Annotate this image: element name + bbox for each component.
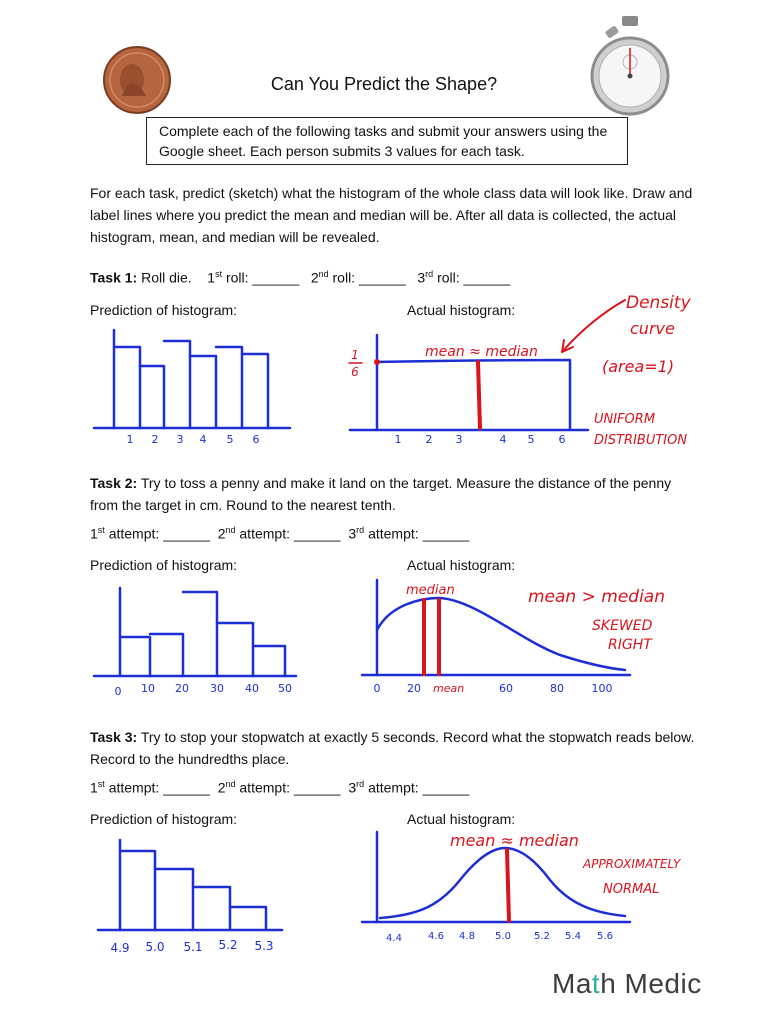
task3-att1-label: attempt: — [108, 779, 160, 796]
task1-text: Roll die. — [141, 269, 192, 286]
task1-arrow — [562, 300, 625, 352]
task1-y-label-den: 6 — [351, 365, 359, 379]
task1-pred-bar-6 — [242, 354, 268, 428]
task3-act-tick-52: 5.2 — [534, 931, 550, 942]
task1-pred-tick-5: 5 — [226, 433, 234, 446]
task2-act-tick-0: 0 — [373, 682, 381, 695]
task2-att3-blank[interactable]: ______ — [422, 525, 470, 542]
task3-act-tick-44: 4.4 — [386, 933, 402, 944]
instructions-box: Complete each of the following tasks and submit your answers using the Google sheet. Each person submits 3 values for each task. — [146, 117, 628, 165]
task2-prediction-histogram — [94, 588, 296, 676]
task2-note-right: RIGHT — [608, 637, 652, 653]
task1-act-tick-5: 5 — [527, 433, 535, 446]
task1-roll3-blank[interactable]: ______ — [463, 269, 511, 286]
task3-act-tick-50: 5.0 — [495, 931, 511, 942]
task1-act-tick-1: 1 — [394, 433, 402, 446]
task2-att1-sup: st — [97, 525, 105, 535]
task3-att3-blank[interactable]: ______ — [422, 779, 470, 796]
task2-att2-label: attempt: — [239, 525, 290, 542]
task3-pred-bar-3 — [193, 887, 230, 930]
task3-pred-tick-49: 4.9 — [110, 941, 130, 955]
task3-att3-label: attempt: — [368, 779, 419, 796]
task3-att3-ordinal: 3 — [348, 779, 357, 796]
task1-roll3-ordinal: 3 — [417, 269, 426, 286]
task1-y-marker — [374, 359, 380, 365]
task1-act-tick-4: 4 — [499, 433, 507, 446]
task1-roll2-label: roll: — [332, 269, 356, 286]
task1-act-tick-3: 3 — [455, 433, 463, 446]
task1-roll3-sup: rd — [425, 269, 434, 279]
task2-note-mean-tick: mean — [433, 682, 465, 695]
task2-att3-ordinal: 3 — [348, 525, 357, 542]
task1-roll2-blank[interactable]: ______ — [358, 269, 406, 286]
task3-att2-sup: nd — [225, 779, 236, 789]
task2-act-skewed-curve — [377, 598, 625, 670]
task1-prediction-histogram — [94, 330, 290, 428]
task2-att3-sup: rd — [356, 525, 365, 535]
task2-pred-tick-50: 50 — [278, 682, 292, 695]
task3-label: Task 3: — [90, 729, 138, 745]
task1-mean-median-line — [478, 362, 480, 428]
task3-att1-sup: st — [97, 779, 105, 789]
task1-pred-tick-3: 3 — [176, 433, 184, 446]
task3-att2-ordinal: 2 — [217, 779, 226, 796]
task2-act-tick-20: 20 — [407, 682, 421, 695]
task2-pred-bar-2 — [150, 634, 183, 676]
task3-pred-bar-1 — [120, 851, 155, 930]
task1-act-ticks — [395, 433, 566, 446]
task2-note-skewed: SKEWED — [592, 618, 653, 634]
task2-att1-blank[interactable]: ______ — [163, 525, 210, 542]
task1-roll1-sup: st — [215, 269, 223, 279]
page-title: Can You Predict the Shape? — [270, 74, 498, 94]
task1-note-density: Density — [626, 293, 691, 313]
task1-roll1-label: roll: — [225, 269, 249, 286]
task1-pred-tick-4: 4 — [199, 433, 207, 446]
task3-pred-tick-52: 5.2 — [218, 938, 238, 952]
task2-act-tick-80: 80 — [550, 682, 564, 695]
task2-att2-sup: nd — [225, 525, 236, 535]
task2-pred-tick-0: 0 — [114, 685, 122, 698]
task2-att2-blank[interactable]: ______ — [293, 525, 341, 542]
task2-pred-bar-3 — [183, 592, 217, 676]
task1-act-tick-2: 2 — [425, 433, 433, 446]
task1-pred-tick-1: 1 — [126, 433, 134, 446]
task3-att2-blank[interactable]: ______ — [293, 779, 341, 796]
intro-paragraph: For each task, predict (sketch) what the histogram of the whole class data will look like. Draw and label lines where you predict the mean and median will be. After all data is collected, the actual histogram, mean, and median will be revealed. — [90, 185, 693, 245]
task1-actual-label: Actual histogram: — [407, 302, 516, 318]
task3-note-normal: NORMAL — [603, 882, 660, 897]
task1-pred-bar-1 — [114, 347, 140, 428]
task2-att3-label: attempt: — [368, 525, 419, 542]
task2-pred-tick-30: 30 — [210, 682, 224, 695]
task2-pred-bar-4 — [217, 623, 253, 676]
task2-text: Try to toss a penny and make it land on the target. Measure the distance of the penny from the target in cm. Round to the nearest tenth. — [90, 475, 672, 513]
task2-act-tick-60: 60 — [499, 682, 513, 695]
task3-att2-label: attempt: — [239, 779, 290, 796]
task3-pred-bar-2 — [155, 869, 193, 930]
task1-roll2-ordinal: 2 — [310, 269, 319, 286]
task2-pred-bar-5 — [253, 646, 285, 676]
task3-prediction-label: Prediction of histogram: — [90, 811, 238, 827]
task1-pred-bar-3 — [164, 341, 190, 428]
task1-pred-bar-4 — [190, 356, 216, 428]
task3-act-tick-48: 4.8 — [459, 931, 475, 942]
task2-pred-tick-40: 40 — [245, 682, 259, 695]
task1-roll2-sup: nd — [318, 269, 329, 279]
task3-att1-ordinal: 1 — [90, 779, 98, 796]
brand-part-1: Ma — [552, 968, 592, 999]
task3-pred-ticks — [110, 938, 273, 955]
task1-pred-tick-6: 6 — [252, 433, 260, 446]
task2-pred-tick-20: 20 — [175, 682, 189, 695]
task2-att1-label: attempt: — [108, 525, 160, 542]
task1-note-area: (area=1) — [602, 357, 675, 376]
task2-act-tick-100: 100 — [591, 682, 613, 695]
task2-actual-label: Actual histogram: — [407, 557, 516, 573]
task1-roll1-blank[interactable]: ______ — [252, 269, 300, 286]
task1-act-density-curve — [377, 360, 570, 430]
task2-pred-tick-10: 10 — [141, 682, 155, 695]
task1-act-tick-6: 6 — [558, 433, 566, 446]
task2-prediction-label: Prediction of histogram: — [90, 557, 238, 573]
task3-text: Try to stop your stopwatch at exactly 5 seconds. Record what the stopwatch reads below. Record to the hundredths place. — [90, 729, 695, 767]
task1-y-label-num: 1 — [351, 348, 359, 362]
task1-prediction-label: Prediction of histogram: — [90, 302, 238, 318]
task1-note-distribution: DISTRIBUTION — [594, 433, 688, 448]
task1-label: Task 1: — [90, 269, 138, 286]
task1-pred-bar-5 — [216, 347, 242, 428]
task1-note-curve: curve — [630, 319, 675, 338]
task2-annotations — [406, 583, 665, 695]
task1-pred-ticks — [127, 433, 260, 446]
task1-pred-bar-2 — [140, 366, 164, 428]
task3-actual-label: Actual histogram: — [407, 811, 516, 827]
task3-act-tick-46: 4.6 — [428, 931, 444, 942]
task2-att1-ordinal: 1 — [90, 525, 98, 542]
brand-part-3: h Medic — [600, 968, 702, 999]
task1-note-uniform: UNIFORM — [594, 412, 656, 427]
task3-att3-sup: rd — [356, 779, 365, 789]
task3-mean-median-line — [507, 850, 509, 921]
task2-att2-ordinal: 2 — [217, 525, 226, 542]
task1-roll3-label: roll: — [437, 269, 460, 286]
task3-att1-blank[interactable]: ______ — [163, 779, 210, 796]
task1-note-mean-median: mean ≈ median — [425, 344, 538, 360]
task3-act-tick-56: 5.6 — [597, 931, 613, 942]
task1-roll1-ordinal: 1 — [207, 269, 216, 286]
task3-act-tick-54: 5.4 — [565, 931, 581, 942]
task3-pred-tick-51: 5.1 — [183, 940, 203, 954]
task1-annotations — [349, 293, 692, 448]
brand-logo — [552, 968, 702, 1000]
brand-part-2: t — [591, 968, 601, 999]
task3-annotations — [450, 831, 682, 897]
task3-prediction-histogram — [98, 840, 282, 930]
task2-act-ticks — [374, 682, 613, 695]
task2-label: Task 2: — [90, 475, 138, 491]
task1-pred-tick-2: 2 — [151, 433, 159, 446]
task3-pred-tick-53: 5.3 — [254, 939, 274, 953]
task3-act-ticks — [386, 931, 613, 944]
task2-note-median: median — [406, 583, 455, 598]
task3-note-approximately: APPROXIMATELY — [583, 857, 681, 871]
task2-pred-bar-1 — [120, 637, 150, 676]
task2-pred-ticks — [115, 682, 293, 698]
task2-note-mean-gt-median: mean > median — [528, 587, 665, 607]
task3-pred-bar-4 — [230, 907, 266, 930]
task3-pred-tick-50: 5.0 — [145, 940, 165, 954]
task3-note-mean-median: mean ≈ median — [450, 831, 579, 850]
